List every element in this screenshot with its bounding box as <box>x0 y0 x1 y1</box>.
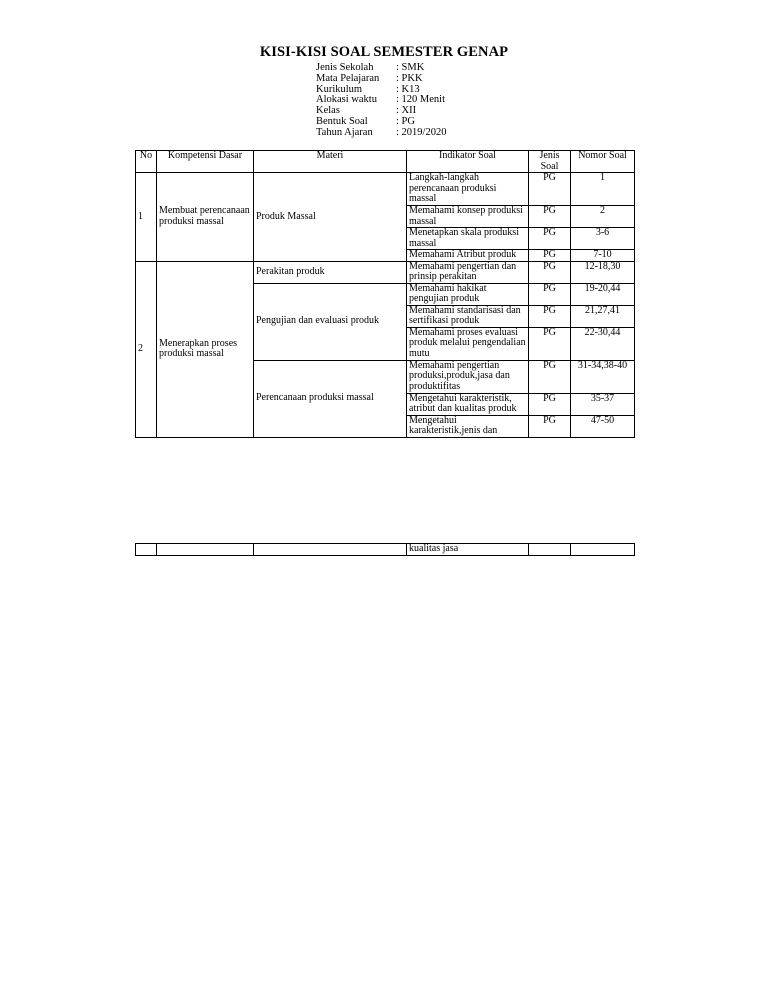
meta-row <box>316 74 446 85</box>
cell-nomor: 22-30,44 <box>571 327 635 360</box>
cell-nomor: 31-34,38-40 <box>571 360 635 393</box>
table-row <box>136 173 635 206</box>
cell-materi: Produk Massal <box>254 173 407 262</box>
header-materi: Materi <box>254 151 407 173</box>
meta-label: Jenis Sekolah <box>316 62 374 73</box>
header-indikator-soal: Indikator Soal <box>407 151 529 173</box>
document-meta <box>316 63 446 139</box>
cell-nomor: 35-37 <box>571 393 635 415</box>
meta-value: : PG <box>396 115 415 127</box>
cell-indikator: Memahami Atribut produk <box>407 250 529 262</box>
meta-value: : PKK <box>396 72 423 84</box>
meta-value: : 120 Menit <box>396 94 445 106</box>
cell-jenis: PG <box>529 250 571 262</box>
cell-indikator: Memahami konsep produksi massal <box>407 206 529 228</box>
cell-jenis: PG <box>529 393 571 415</box>
cell-nomor: 47-50 <box>571 415 635 437</box>
cell-materi <box>254 544 407 556</box>
table-row <box>136 261 635 283</box>
cell-kompetensi-dasar: Menerapkan proses produksi massal <box>157 261 254 437</box>
cell-indikator: Menetapkan skala produksi massal <box>407 228 529 250</box>
table-row <box>136 544 635 556</box>
cell-materi: Pengujian dan evaluasi produk <box>254 283 407 360</box>
header-jenis-soal: Jenis Soal <box>529 151 571 173</box>
cell-no: 2 <box>136 261 157 437</box>
cell-indikator: Memahami proses evaluasi produk melalui pengendalian mutu <box>407 327 529 360</box>
cell-indikator: Memahami standarisasi dan sertifikasi produk <box>407 305 529 327</box>
cell-nomor: 19-20,44 <box>571 283 635 305</box>
cell-jenis: PG <box>529 360 571 393</box>
cell-kompetensi-dasar: Membuat perencanaan produksi massal <box>157 173 254 262</box>
header-kompetensi-dasar: Kompetensi Dasar <box>157 151 254 173</box>
cell-materi: Perakitan produk <box>254 261 407 283</box>
cell-jenis: PG <box>529 206 571 228</box>
cell-nomor: 12-18,30 <box>571 261 635 283</box>
meta-label: Kurikulum <box>316 83 363 95</box>
cell-jenis: PG <box>529 261 571 283</box>
cell-jenis: PG <box>529 173 571 206</box>
meta-label: Mata Pelajaran <box>316 72 380 84</box>
continuation-table <box>135 543 635 556</box>
meta-value: : 2019/2020 <box>396 126 447 138</box>
header-no: No <box>136 151 157 173</box>
cell-nomor <box>571 544 635 556</box>
header-nomor-soal: Nomor Soal <box>571 151 635 173</box>
cell-indikator: kualitas jasa <box>407 544 529 556</box>
cell-jenis: PG <box>529 305 571 327</box>
cell-no <box>136 544 157 556</box>
cell-nomor: 7-10 <box>571 250 635 262</box>
cell-jenis: PG <box>529 415 571 437</box>
cell-kompetensi-dasar <box>157 544 254 556</box>
meta-label: Kelas <box>316 105 340 117</box>
cell-nomor: 2 <box>571 206 635 228</box>
cell-nomor: 21,27,41 <box>571 305 635 327</box>
document-title: KISI-KISI SOAL SEMESTER GENAP <box>259 44 509 60</box>
cell-nomor: 3-6 <box>571 228 635 250</box>
cell-jenis: PG <box>529 327 571 360</box>
meta-row <box>316 128 446 139</box>
cell-indikator: Memahami hakikat pengujian produk <box>407 283 529 305</box>
meta-value: : K13 <box>396 83 420 95</box>
cell-nomor: 1 <box>571 173 635 206</box>
cell-indikator: Memahami pengertian produksi,produk,jasa dan produktifitas <box>407 360 529 393</box>
cell-jenis: PG <box>529 228 571 250</box>
cell-indikator: Langkah-langkah perencanaan produksi massal <box>407 173 529 206</box>
cell-indikator: Memahami pengertian dan prinsip perakitan <box>407 261 529 283</box>
cell-no: 1 <box>136 173 157 262</box>
meta-label: Bentuk Soal <box>316 115 368 127</box>
cell-indikator: Mengetahui karakteristik, atribut dan kualitas produk <box>407 393 529 415</box>
table-header-row <box>136 151 635 173</box>
cell-indikator: Mengetahui karakteristik,jenis dan <box>407 415 529 437</box>
meta-value: : XII <box>396 105 417 117</box>
meta-value: : SMK <box>396 62 425 73</box>
cell-jenis: PG <box>529 283 571 305</box>
meta-label: Alokasi waktu <box>316 94 377 106</box>
cell-jenis <box>529 544 571 556</box>
kisi-kisi-table <box>135 150 635 438</box>
meta-label: Tahun Ajaran <box>316 126 373 138</box>
cell-materi: Perencanaan produksi massal <box>254 360 407 437</box>
